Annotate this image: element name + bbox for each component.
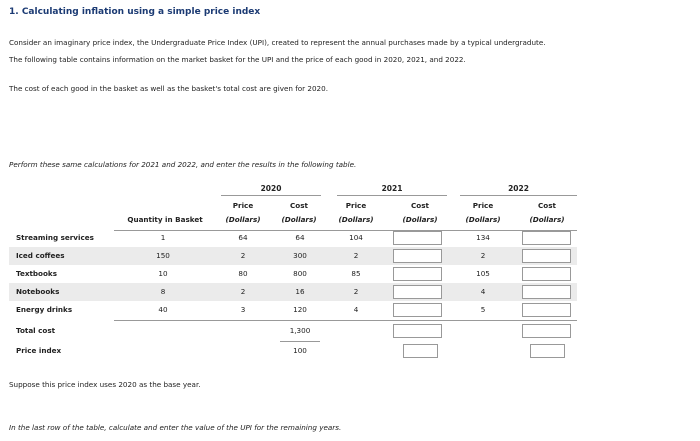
cost-2021-unit: (Dollars)	[402, 215, 438, 224]
price-2021-cell: 85	[351, 269, 361, 278]
table-row-iced-coffees	[9, 247, 577, 265]
cost-2021-input-textbooks[interactable]	[393, 267, 442, 281]
question-title: 1. Calculating inflation using a simple price index	[9, 7, 261, 17]
row-label: Streaming services	[16, 233, 94, 242]
table-row-price-index	[9, 342, 577, 360]
year-header-2020: 2020	[260, 184, 282, 193]
cost-2020-header: Cost	[290, 201, 308, 210]
year-header-2021: 2021	[381, 184, 403, 193]
year-underline-2020	[221, 195, 321, 196]
quantity-cell: 10	[158, 269, 168, 278]
cost-2022-input-notebooks[interactable]	[522, 285, 571, 299]
price-index-2020-cell: 100	[293, 346, 307, 355]
table-row-energy-drinks	[9, 301, 577, 319]
cost-2022-input-textbooks[interactable]	[522, 267, 571, 281]
table-row-streaming-services	[9, 229, 577, 247]
price-2022-header: Price	[472, 201, 494, 210]
price-2020-cell: 64	[238, 233, 248, 242]
price-2021-cell: 2	[353, 251, 359, 260]
year-underline-2021	[337, 195, 447, 196]
table-row-total-cost	[9, 322, 577, 340]
year-underline-2022	[460, 195, 577, 196]
price-2021-cell: 2	[353, 287, 359, 296]
table-instruction: Perform these same calculations for 2021 and 2022, and enter the results in the following table.	[9, 160, 357, 169]
row-label: Total cost	[16, 326, 56, 335]
price-2020-cell: 2	[240, 287, 246, 296]
cost-2021-input-notebooks[interactable]	[393, 285, 442, 299]
table-row-notebooks	[9, 283, 577, 301]
quantity-header: Quantity in Basket	[127, 215, 203, 224]
row-label: Price index	[16, 346, 62, 355]
quantity-cell: 1	[160, 233, 166, 242]
price-2022-cell: 105	[476, 269, 490, 278]
quantity-cell: 150	[156, 251, 170, 260]
table-row-textbooks	[9, 265, 577, 283]
cost-2020-cell: 64	[295, 233, 305, 242]
price-2022-unit: (Dollars)	[465, 215, 501, 224]
total-divider	[114, 320, 577, 321]
quantity-cell: 40	[158, 305, 168, 314]
cost-2020-cell: 800	[293, 269, 307, 278]
cost-2022-input-iced-coffees[interactable]	[522, 249, 571, 263]
intro-line-3: The cost of each good in the basket as well as the basket's total cost are given for 2020.	[9, 84, 328, 93]
total-cost-2021-input[interactable]	[393, 324, 442, 338]
base-year-note: Suppose this price index uses 2020 as the base year.	[9, 380, 201, 389]
price-2021-header: Price	[345, 201, 367, 210]
intro-line-1: Consider an imaginary price index, the Undergraduate Price Index (UPI), created to represent the annual purchases made by a typical undergradute.	[9, 38, 546, 47]
price-2021-cell: 104	[349, 233, 363, 242]
price-2020-cell: 80	[238, 269, 248, 278]
year-header-2022: 2022	[508, 184, 529, 193]
cost-2022-input-streaming-services[interactable]	[522, 231, 571, 245]
price-index-2022-input[interactable]	[530, 344, 565, 358]
cost-2021-header: Cost	[411, 201, 429, 210]
price-2022-cell: 4	[480, 287, 486, 296]
price-2020-cell: 3	[240, 305, 246, 314]
footer-instruction: In the last row of the table, calculate and enter the value of the UPI for the remaining years.	[9, 423, 342, 432]
cost-2020-cell: 300	[293, 251, 307, 260]
quantity-cell: 8	[160, 287, 166, 296]
price-index-2021-input[interactable]	[403, 344, 438, 358]
cost-2021-input-energy-drinks[interactable]	[393, 303, 442, 317]
price-2021-cell: 4	[353, 305, 359, 314]
price-2020-cell: 2	[240, 251, 246, 260]
price-2022-cell: 2	[480, 251, 486, 260]
cost-2020-cell: 120	[293, 305, 307, 314]
price-2022-cell: 134	[476, 233, 490, 242]
row-label: Notebooks	[16, 287, 60, 296]
price-2021-unit: (Dollars)	[338, 215, 374, 224]
cost-2020-unit: (Dollars)	[281, 215, 317, 224]
cost-2020-cell: 16	[295, 287, 305, 296]
price-2022-cell: 5	[480, 305, 486, 314]
cost-2021-input-streaming-services[interactable]	[393, 231, 442, 245]
intro-line-2: The following table contains information on the market basket for the UPI and the price of each good in 2020, 2021, and 2022.	[9, 55, 466, 64]
row-label: Energy drinks	[16, 305, 73, 314]
cost-2022-input-energy-drinks[interactable]	[522, 303, 571, 317]
cost-2021-input-iced-coffees[interactable]	[393, 249, 442, 263]
cost-2022-unit: (Dollars)	[529, 215, 565, 224]
total-cost-2020-cell: 1,300	[289, 326, 311, 335]
price-2020-unit: (Dollars)	[225, 215, 261, 224]
total-cost-2022-input[interactable]	[522, 324, 571, 338]
row-label: Textbooks	[16, 269, 57, 278]
price-2020-header: Price	[232, 201, 254, 210]
cost-2022-header: Cost	[538, 201, 556, 210]
row-label: Iced coffees	[16, 251, 65, 260]
